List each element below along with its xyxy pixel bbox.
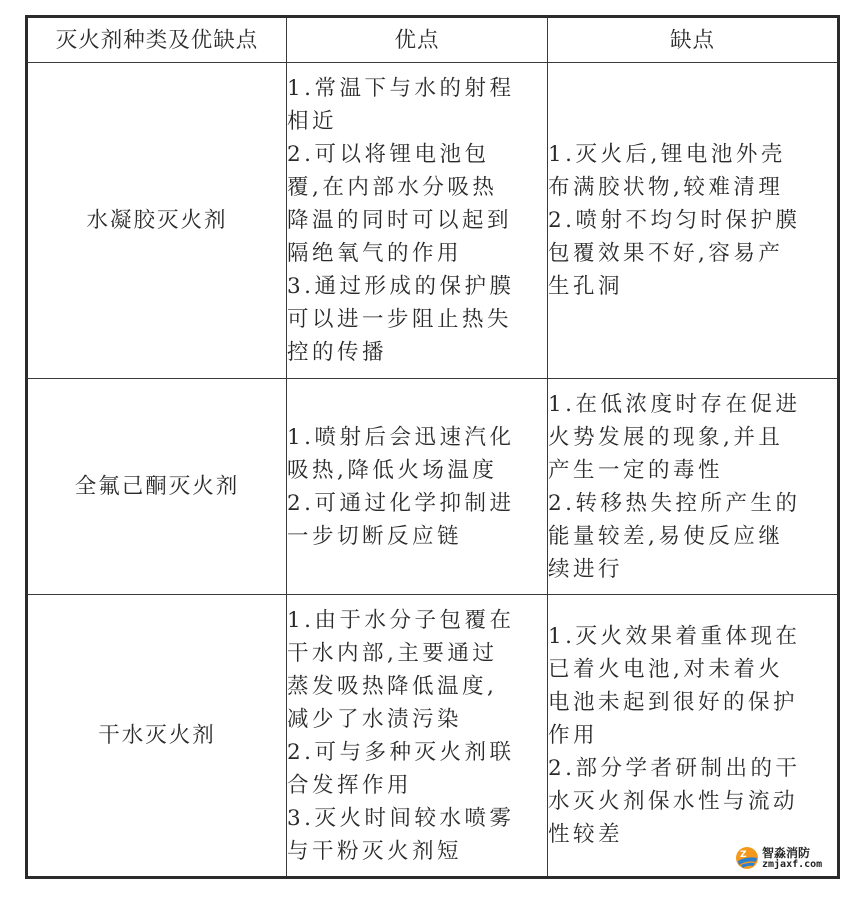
text-line: 1.灭火效果着重体现在	[548, 624, 801, 649]
text-line: 2.可以将锂电池包	[287, 142, 490, 167]
text-line: 覆,在内部水分吸热	[287, 175, 498, 200]
watermark-url: zmjaxf.com	[762, 858, 823, 870]
agent-name: 全氟己酮灭火剂	[27, 379, 287, 595]
text-line: 生孔洞	[548, 274, 624, 299]
text-line: 一步切断反应链	[287, 523, 463, 549]
text-line: 产生一定的毒性	[548, 457, 724, 483]
table-header-row	[27, 17, 839, 63]
text-line: 能量较差,易使反应继	[548, 523, 784, 549]
text-line: 1.由于水分子包覆在	[287, 607, 515, 633]
advantages-cell	[287, 379, 548, 595]
watermark-name: 智淼消防	[762, 845, 811, 860]
text-line: 1.在低浓度时存在促进	[548, 391, 801, 417]
text-line: 1.常温下与水的射程	[287, 76, 515, 101]
svg-text:Z: Z	[740, 850, 747, 860]
text-line: 布满胶状物,较难清理	[548, 175, 784, 200]
text-line: 与干粉灭火剂短	[287, 838, 463, 864]
disadvantages-cell	[548, 595, 839, 878]
text-line: 吸热,降低火场温度	[287, 457, 498, 483]
header-agent-type: 灭火剂种类及优缺点	[27, 17, 287, 63]
table-row-dry-water	[27, 595, 839, 878]
extinguishing-agent-comparison-table	[25, 15, 840, 879]
text-line: 合发挥作用	[287, 772, 413, 798]
text-line: 控的传播	[287, 340, 388, 365]
text-line: 相近	[287, 109, 338, 134]
advantages-cell	[287, 63, 548, 379]
text-line: 2.可与多种灭火剂联	[287, 739, 515, 765]
text-line: 3.灭火时间较水喷雾	[287, 805, 515, 831]
text-line: 蒸发吸热降低温度,	[287, 673, 498, 699]
text-line: 包覆效果不好,容易产	[548, 241, 784, 266]
text-line: 1.喷射后会迅速汽化	[287, 424, 515, 450]
text-line: 已着火电池,对未着火	[548, 657, 784, 682]
text-line: 可以进一步阻止热失	[287, 307, 513, 332]
text-line: 续进行	[548, 556, 624, 582]
table-row-perfluorohexanone	[27, 379, 839, 595]
text-line: 2.转移热失控所产生的	[548, 490, 801, 516]
text-line: 3.通过形成的保护膜	[287, 274, 515, 299]
text-line: 电池未起到很好的保护	[548, 690, 799, 715]
text-line: 性较差	[548, 822, 624, 847]
disadvantages-cell	[548, 63, 839, 379]
text-line: 2.喷射不均匀时保护膜	[548, 208, 801, 233]
text-line: 火势发展的现象,并且	[548, 424, 784, 450]
disadvantages-cell	[548, 379, 839, 595]
text-line: 降温的同时可以起到	[287, 208, 513, 233]
advantages-cell	[287, 595, 548, 878]
text-line: 作用	[548, 723, 599, 748]
text-line: 1.灭火后,锂电池外壳	[548, 142, 786, 167]
text-line: 水灭火剂保水性与流动	[548, 789, 799, 814]
header-advantages: 优点	[287, 17, 548, 63]
text-line: 隔绝氧气的作用	[287, 241, 463, 266]
brand-logo-icon	[735, 846, 759, 870]
agent-name: 水凝胶灭火剂	[27, 63, 287, 379]
text-line: 2.部分学者研制出的干	[548, 756, 801, 781]
text-line: 2.可通过化学抑制进	[287, 490, 515, 516]
agent-name: 干水灭火剂	[27, 595, 287, 878]
header-disadvantages: 缺点	[548, 17, 839, 63]
table-row-hydrogel	[27, 63, 839, 379]
watermark	[735, 846, 822, 870]
text-line: 干水内部,主要通过	[287, 640, 498, 666]
text-line: 减少了水渍污染	[287, 706, 463, 732]
